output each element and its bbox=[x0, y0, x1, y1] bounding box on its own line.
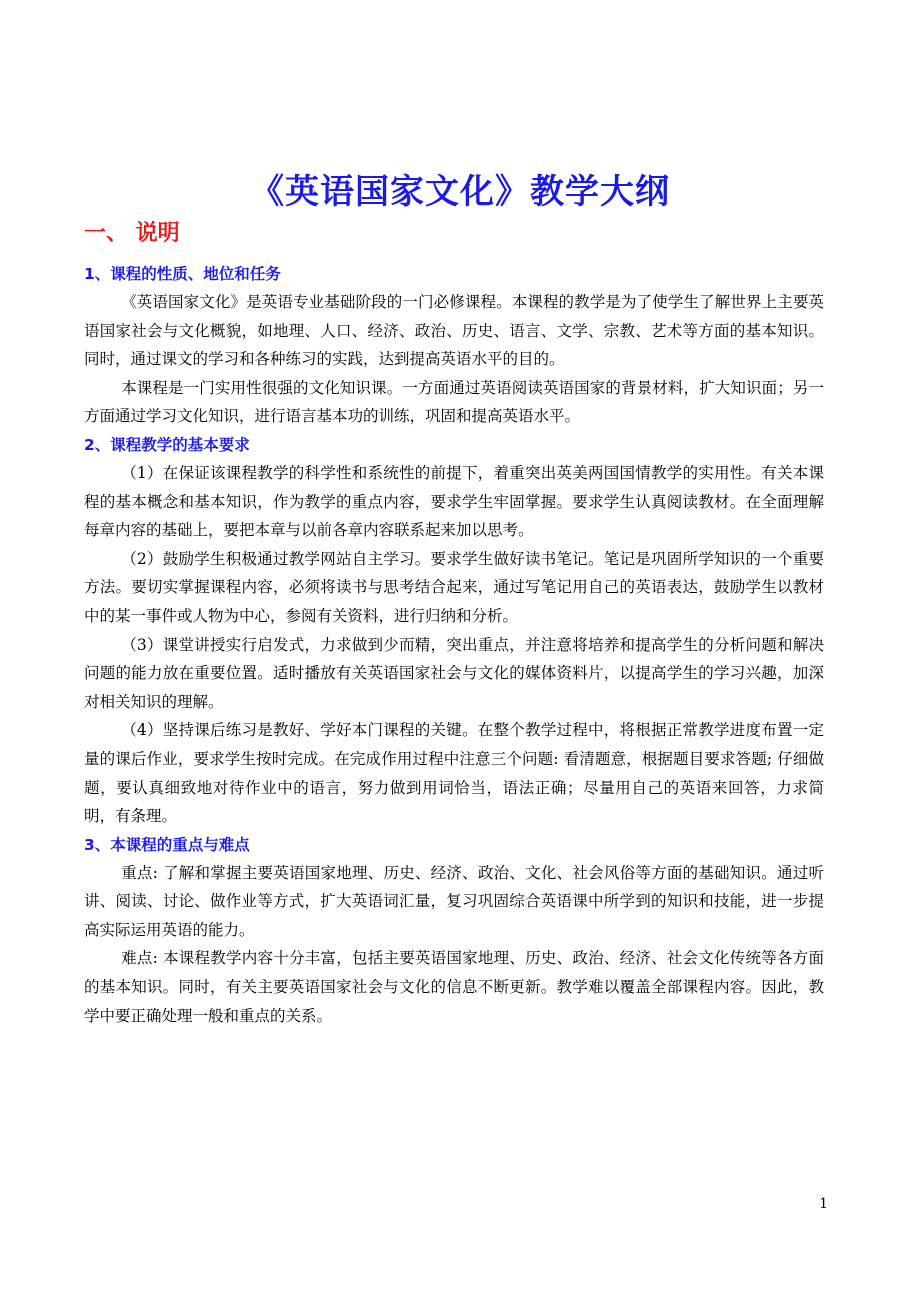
subsection-heading: 3、本课程的重点与难点 bbox=[84, 835, 250, 854]
paragraph: 《英语国家文化》是英语专业基础阶段的一门必修课程。本课程的教学是为了使学生了解世界上主要英语国家社会与文化概貌，如地理、人口、经济、政治、历史、语言、文学、宗教、艺术等方面的基本知识。同时，通过课文的学习和各种练习的实践，达到提高英语水平的目的。 bbox=[84, 293, 824, 369]
section-heading-explanation: 一、 说明 bbox=[84, 221, 180, 246]
paragraph: （4）坚持课后练习是教好、学好本门课程的关键。在整个教学过程中，将根据正常教学进度布置一定量的课后作业，要求学生按时完成。在完成作用过程中注意三个问题: 看清题意，根据题目要求答题; 仔细做题，要认真细致地对待作业中的语言，努力做到用词恰当，语法正确；尽量用自己的英语来回答，力求简明，有条理。 bbox=[84, 721, 824, 826]
subsection-key-points bbox=[84, 831, 824, 1031]
page-number: 1 bbox=[819, 1196, 828, 1212]
paragraph: 难点: 本课程教学内容十分丰富，包括主要英语国家地理、历史、政治、经济、社会文化传统等各方面的基本知识。同时，有关主要英语国家社会与文化的信息不断更新。教学难以覆盖全部课程内容。因此，教学中要正确处理一般和重点的关系。 bbox=[84, 949, 824, 1025]
document-body bbox=[84, 216, 824, 1030]
paragraph: （2）鼓励学生积极通过教学网站自主学习。要求学生做好读书笔记。笔记是巩固所学知识的一个重要方法。要切实掌握课程内容，必须将读书与思考结合起来，通过写笔记用自己的英语表达，鼓励学生以教材中的某一事件或人物为中心，参阅有关资料，进行归纳和分析。 bbox=[84, 549, 824, 625]
paragraph: （3）课堂讲授实行启发式，力求做到少而精，突出重点，并注意将培养和提高学生的分析问题和解决问题的能力放在重要位置。适时播放有关英语国家社会与文化的媒体资料片，以提高学生的学习兴趣，加深对相关知识的理解。 bbox=[84, 635, 824, 711]
subsection-nature bbox=[84, 260, 824, 431]
paragraph: 重点: 了解和掌握主要英语国家地理、历史、经济、政治、文化、社会风俗等方面的基础知识。通过听讲、阅读、讨论、做作业等方式，扩大英语词汇量，复习巩固综合英语课中所学到的知识和技能，进一步提高实际运用英语的能力。 bbox=[84, 863, 824, 939]
subsection-heading: 2、课程教学的基本要求 bbox=[84, 435, 250, 454]
paragraph: 本课程是一门实用性很强的文化知识课。一方面通过英语阅读英语国家的背景材料，扩大知识面；另一方面通过学习文化知识，进行语言基本功的训练，巩固和提高英语水平。 bbox=[84, 378, 824, 426]
paragraph: （1）在保证该课程教学的科学性和系统性的前提下，着重突出英美两国国情教学的实用性。有关本课程的基本概念和基本知识，作为教学的重点内容，要求学生牢固掌握。要求学生认真阅读教材。在全面理解每章内容的基础上，要把本章与以前各章内容联系起来加以思考。 bbox=[84, 463, 824, 540]
document-title: 《英语国家文化》教学大纲 bbox=[250, 171, 670, 212]
subsection-requirements bbox=[84, 431, 824, 831]
subsection-heading: 1、课程的性质、地位和任务 bbox=[84, 265, 281, 283]
